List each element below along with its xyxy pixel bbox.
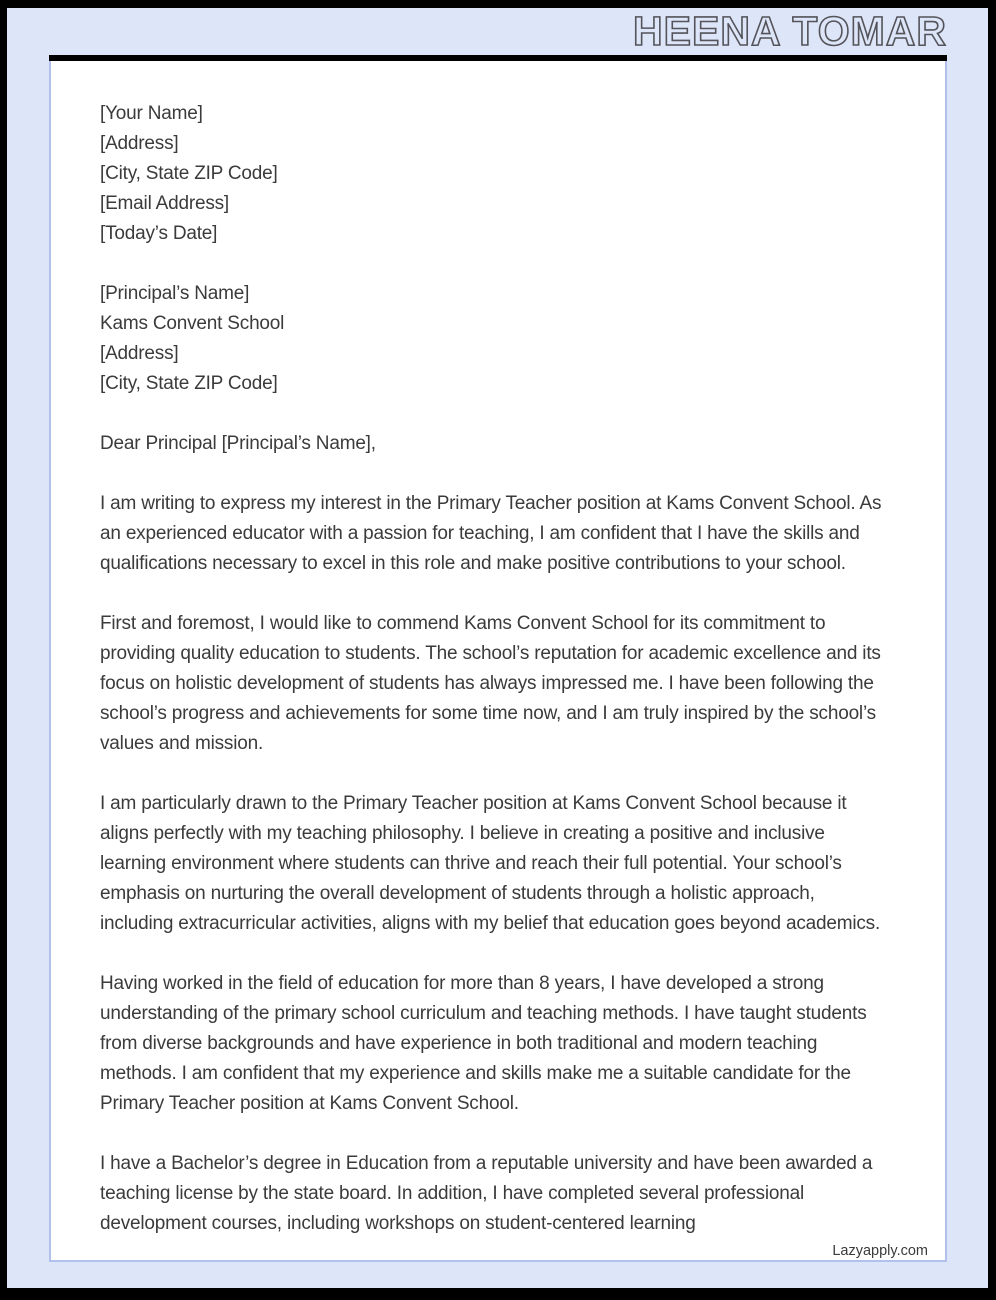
letter-page	[49, 61, 947, 1262]
letter-paragraph: I am writing to express my interest in the Primary Teacher position at Kams Convent School. As an experienced educator with a passion for teaching, I am confident that I have the skills and qualifications necessary to excel in this role and make positive contributions to your school.	[100, 493, 882, 574]
frame-left-bar	[0, 0, 7, 1300]
salutation-line: Dear Principal [Principal’s Name],	[100, 433, 376, 454]
letter-paragraph: I have a Bachelor’s degree in Education from a reputable university and have been awarded a teaching license by the state board. In addition, I have completed several professional development courses, including workshops on student-centered learning	[100, 1153, 873, 1234]
sender-address-line: [Email Address]	[100, 193, 229, 214]
sender-address-line: [Address]	[100, 133, 179, 154]
frame-bottom-bar	[0, 1288, 996, 1300]
letter-paragraph: I am particularly drawn to the Primary Teacher position at Kams Convent School because it aligns perfectly with my teaching philosophy. I believe in creating a positive and inclusive learning environment where students can thrive and reach their full potential. Your school’s emphasis on nurturing the overall development of students through a holistic approach, including extracurricular activities, aligns with my belief that education goes beyond academics.	[100, 793, 881, 934]
frame-right-bar	[988, 0, 996, 1300]
header-rule	[49, 55, 947, 61]
sender-address-line: [Your Name]	[100, 103, 203, 124]
sender-address-line: [Today’s Date]	[100, 223, 218, 244]
recipient-address-line: [Principal’s Name]	[100, 283, 250, 304]
letter-paragraphs	[100, 489, 891, 1239]
sender-address-block	[100, 99, 891, 249]
lazyapply-watermark: Lazyapply.com	[832, 1243, 928, 1259]
recipient-address-line: [City, State ZIP Code]	[100, 373, 278, 394]
letter-paragraph: Having worked in the field of education for more than 8 years, I have developed a strong understanding of the primary school curriculum and teaching methods. I have taught students from diverse backgrounds and have experience in both traditional and modern teaching methods. I am confident that my experience and skills make me a suitable candidate for the Primary Teacher position at Kams Convent School.	[100, 973, 867, 1114]
frame-top-bar	[0, 0, 996, 8]
letter-paragraph: First and foremost, I would like to commend Kams Convent School for its commitment to providing quality education to students. The school’s reputation for academic excellence and its focus on holistic development of students has always impressed me. I have been following the school’s progress and achievements for some time now, and I am truly inspired by the school’s values and mission.	[100, 613, 881, 754]
recipient-address-block	[100, 279, 891, 399]
candidate-name-title: HEENA TOMAR	[633, 8, 947, 54]
sender-address-line: [City, State ZIP Code]	[100, 163, 278, 184]
recipient-address-line: [Address]	[100, 343, 179, 364]
letter-body	[51, 61, 945, 1239]
recipient-address-line: Kams Convent School	[100, 313, 285, 334]
